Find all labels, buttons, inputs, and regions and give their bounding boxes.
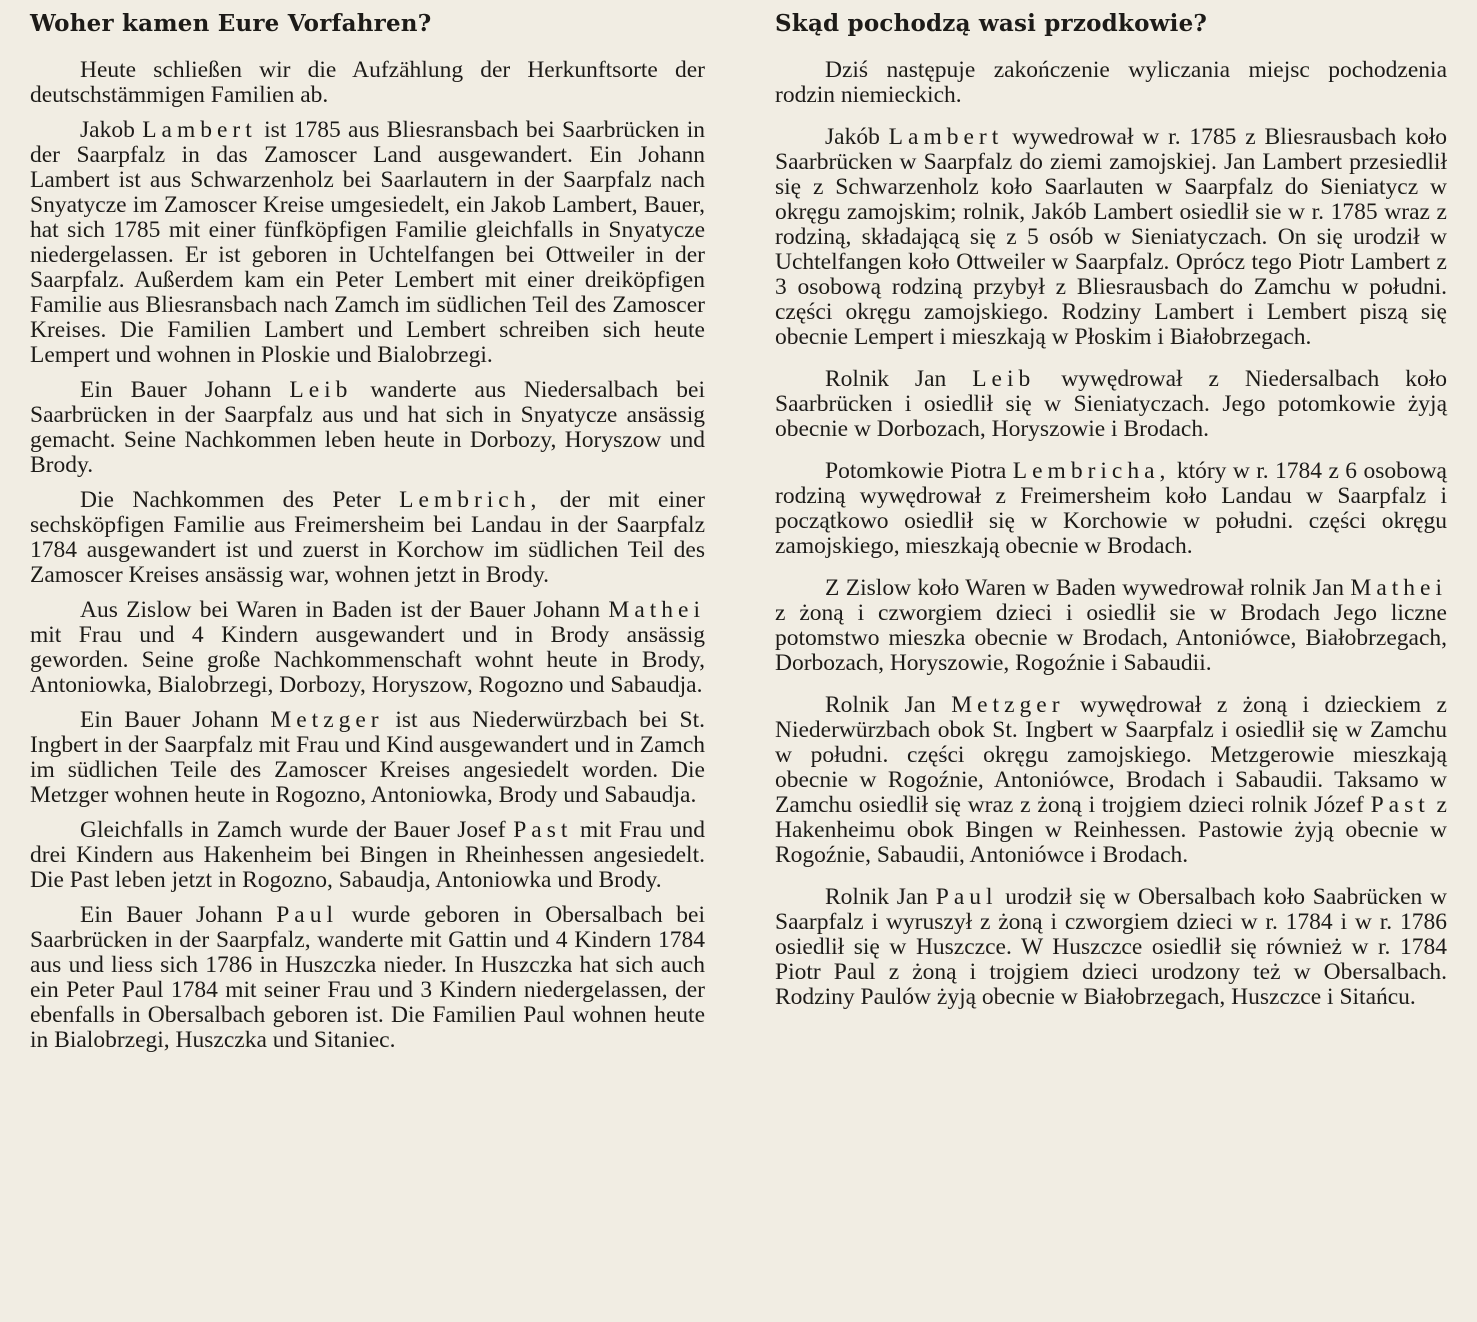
paragraph-text: Dziś następuje zakończenie wyliczania miejsc pochodzenia rodzin niemieckich. <box>775 57 1447 108</box>
paragraph-text: mit Frau und drei Kindern aus Hakenheim bei Bingen in Rheinhessen angesiedelt. Die Past leben jetzt in Rogozno, Sabaudja, Antoniowka und Brody. <box>30 817 705 893</box>
article-paragraph <box>30 708 705 808</box>
paragraph-text: Gleichfalls in Zamch wurde der Bauer Josef <box>80 817 514 843</box>
paragraph-text: Heute schließen wir die Aufzählung der Herkunftsorte der deutschstämmigen Familien ab. <box>30 57 705 108</box>
surname-spaced: Past <box>513 817 573 843</box>
surname-spaced: Leib <box>289 377 353 403</box>
polish-article-body <box>775 58 1447 1010</box>
article-paragraph <box>30 903 705 1053</box>
paragraph-text: wywędrował z żoną i dzieckiem z Niederwürzbach obok St. Ingbert w Saarpfalz i osiedlił się w Zamchu w południ. części okręgu zamojskiego. Metzgerowie mieszkają obecnie w Rogoźnie, Antoniówce, Brodach i Sabaudii. Taksamo w Zamchu osiedlił się wraz z żoną i trojgiem dzieci rolnik Józef <box>775 692 1447 818</box>
article-paragraph <box>30 378 705 478</box>
article-paragraph <box>775 576 1447 676</box>
article-paragraph <box>30 818 705 893</box>
paragraph-text: wywędrował z Niedersalbach koło Saarbrücken i osiedlił się w Sieniatyczach. Jego potomkowie żyją obecnie w Dorbozach, Horyszowie i Brodach. <box>775 366 1447 442</box>
german-article-title: Woher kamen Eure Vorfahren? <box>30 10 432 37</box>
paragraph-text: Potomkowie Piotra <box>825 458 1013 484</box>
paragraph-text: Rolnik Jan <box>825 884 936 910</box>
paragraph-text: mit Frau und 4 Kindern ausgewandert und in Brody ansässig geworden. Seine große Nachkommenschaft wohnt heute in Brody, Antoniowka, Bialobrzegi, Dorbozy, Horyszow, Rogozno und Sabaudja. <box>30 622 705 698</box>
paragraph-text: der mit einer sechsköpfigen Familie aus Freimersheim bei Landau in der Saarpfalz 1784 ausgewandert ist und zuerst in Korchow im südlichen Teil des Zamoscer Kreises ansässig war, wohnen jetzt in Brody. <box>30 487 705 588</box>
paragraph-text: Ein Bauer Johann <box>80 902 277 928</box>
polish-column <box>775 8 1447 1027</box>
surname-spaced: Metzger <box>270 707 384 733</box>
paragraph-text: ist 1785 aus Bliesransbach bei Saarbrücken in der Saarpfalz in das Zamoscer Land ausgewandert. Ein Johann Lambert ist aus Schwarzenholz bei Saarlautern in der Saarpfalz nach Snyatycze im Zamoscer Kreise umgesiedelt, ein Jakob Lambert, Bauer, hat sich 1785 mit einer fünfköpfigen Familie gleichfalls in Snyatycze niedergelassen. Er ist geboren in Uchtelfangen bei Ottweiler in der Saarpfalz. Außerdem kam ein Peter Lembert mit einer dreiköpfigen Familie aus Bliesransbach nach Zamch im südlichen Teil des Zamoscer Kreises. Die Familien Lambert und Lembert schreiben sich heute Lempert und wohnen in Ploskie und Bialobrzegi. <box>30 117 706 368</box>
german-article-body <box>30 58 705 1053</box>
paragraph-text: Ein Bauer Johann <box>80 377 290 403</box>
paragraph-text: wurde geboren in Obersalbach bei Saarbrücken in der Saarpfalz, wanderte mit Gattin und 4 Kindern 1784 aus und liess sich 1786 in Huszczka nieder. In Huszczka hat sich auch ein Peter Paul 1784 mit seiner Frau und 3 Kindern niedergelassen, der ebenfalls in Obersalbach geboren ist. Die Familien Paul wohnen heute in Bialobrzegi, Huszczka und Sitaniec. <box>30 902 705 1053</box>
paragraph-text: Jakob <box>80 117 143 143</box>
article-paragraph <box>775 885 1447 1010</box>
article-paragraph <box>30 58 705 108</box>
surname-spaced: Lambert <box>142 117 257 143</box>
article-paragraph <box>775 693 1447 868</box>
paragraph-text: wywedrował w r. 1785 z Bliesrausbach koło Saarbrücken w Saarpfalz do ziemi zamojskiej. Jan Lambert przesiedlił się z Schwarzenholz koło Saarlauten w Saarpfalz do Sieniatycz w okręgu zamojskim; rolnik, Jakób Lambert osiedlił sie w r. 1785 wraz z rodziną, składającą się z 5 osób w Sieniatyczach. On się urodził w Uchtelfangen koło Ottweiler w Saarpfalz. Oprócz tego Piotr Lambert z 3 osobową rodziną przybył z Bliesrausbach do Zamchu w południ. części okręgu zamojskiego. Rodziny Lambert i Lembert piszą się obecnie Lempert i mieszkają w Płoskim i Białobrzegach. <box>775 124 1447 350</box>
paragraph-text: Ein Bauer Johann <box>80 707 271 733</box>
paragraph-text: ist aus Niederwürzbach bei St. Ingbert in der Saarpfalz mit Frau und Kind ausgewandert und in Zamch im südlichen Teile des Zamoscer Kreises angesiedelt worden. Die Metzger wohnen heute in Rogozno, Antoniowka, Brody und Sabaudja. <box>30 707 705 808</box>
paragraph-text: Aus Zislow bei Waren in Baden ist der Bauer Johann <box>80 597 609 623</box>
surname-spaced: Mathei <box>1350 575 1447 601</box>
paragraph-text: urodził się w Obersalbach koło Saabrücken w Saarpfalz i wyruszył z żoną i czworgiem dzieci w r. 1784 i w r. 1786 osiedlił się w Huszczce. W Huszczce osiedlił się również w r. 1784 Piotr Paul z żoną i trojgiem dzieci urodzony też w Obersalbach. Rodziny Paulów żyją obecnie w Białobrzegach, Huszczce i Sitańcu. <box>775 884 1447 1010</box>
article-paragraph <box>775 367 1447 442</box>
article-paragraph <box>775 58 1447 108</box>
surname-spaced: Paul <box>276 902 338 928</box>
surname-spaced: Leib <box>972 366 1036 392</box>
paragraph-text: z żoną i czworgiem dzieci i osiedlił sie w Brodach Jego liczne potomstwo mieszka obecnie w Brodach, Antoniówce, Białobrzegach, Dorbozach, Horyszowie, Rogoźnie i Sabaudii. <box>775 600 1447 676</box>
paragraph-text: wanderte aus Niedersalbach bei Saarbrücken in der Saarpfalz aus und hat sich in Snyatycze ansässig gemacht. Seine Nachkommen leben heute in Dorbozy, Horyszow und Brody. <box>30 377 705 478</box>
surname-spaced: Lambert <box>888 124 1004 150</box>
surname-spaced: Paul <box>935 884 998 910</box>
article-paragraph <box>30 118 705 368</box>
paragraph-text: Die Nachkommen des Peter <box>80 487 400 513</box>
german-column <box>30 8 705 1063</box>
article-paragraph <box>30 598 705 698</box>
article-paragraph <box>775 125 1447 350</box>
paragraph-text: Rolnik Jan <box>825 366 973 392</box>
surname-spaced: Mathei <box>608 597 705 623</box>
paragraph-text: który w r. 1784 z 6 osobową rodziną wywędrował z Freimersheim koło Landau w Saarpfalz i początkowo osiedlił się w Korchowie w południ. części okręgu zamojskiego, mieszkają obecnie w Brodach. <box>775 458 1447 559</box>
surname-spaced: Metzger <box>951 692 1065 718</box>
polish-article-title: Skąd pochodzą wasi przodkowie? <box>775 10 1208 37</box>
paragraph-text: Jakób <box>825 124 889 150</box>
paragraph-text: z Hakenheimu obok Bingen w Reinhessen. Pastowie żyją obecnie w Rogoźnie, Sabaudii, Antoniówce i Brodach. <box>775 792 1447 868</box>
article-paragraph <box>775 459 1447 559</box>
article-paragraph <box>30 488 705 588</box>
surname-spaced: Past <box>1370 792 1430 818</box>
paragraph-text: Z Zislow koło Waren w Baden wywedrował rolnik Jan <box>825 575 1351 601</box>
surname-spaced: Lembrich, <box>399 487 542 513</box>
surname-spaced: Lembricha, <box>1012 458 1171 484</box>
paragraph-text: Rolnik Jan <box>825 692 952 718</box>
